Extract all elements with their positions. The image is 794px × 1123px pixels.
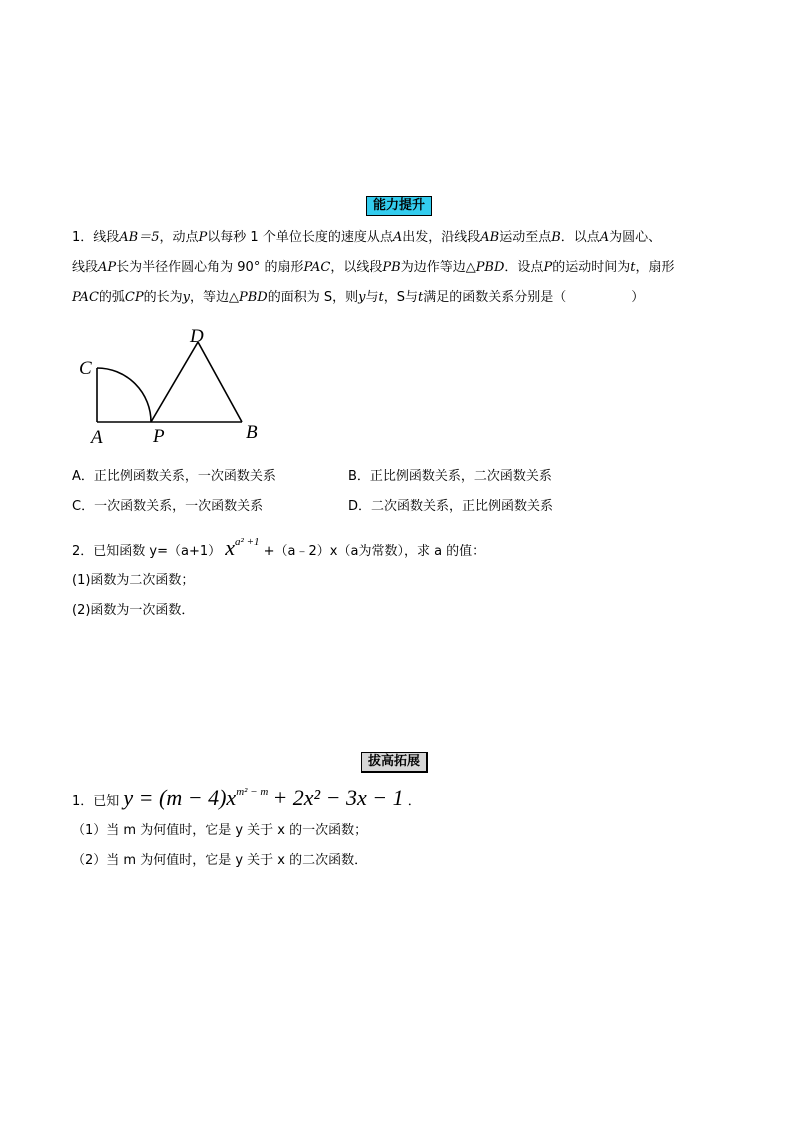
q3-line xyxy=(72,784,421,816)
option-c: C．一次函数关系，一次函数关系 xyxy=(72,499,264,514)
label-d: D xyxy=(190,326,204,347)
text: 为圆心、 xyxy=(609,230,662,245)
text: 与 xyxy=(365,290,379,305)
math-ap: AP xyxy=(98,260,117,275)
text: 的长为 xyxy=(143,290,183,305)
math-a: A xyxy=(599,230,610,245)
text: ，S与 xyxy=(383,290,418,305)
text: ，以线段 xyxy=(330,260,383,275)
text: 2．已知函数 y=（a+1） xyxy=(72,544,222,559)
math-pac: PAC xyxy=(303,260,331,275)
text: 以每秒 1 个单位长度的速度从点 xyxy=(207,230,393,245)
exponent: m² − m xyxy=(236,786,269,798)
math-pbd: PBD xyxy=(475,260,505,275)
q2-part-1: (1)函数为二次函数； xyxy=(72,573,195,588)
math-a: A xyxy=(392,230,403,245)
text: ． xyxy=(407,794,421,809)
text: 出发，沿线段 xyxy=(402,230,481,245)
math-ab: AB xyxy=(480,230,500,245)
label-c: C xyxy=(79,358,92,379)
geometry-figure xyxy=(74,322,274,448)
math-pbd: PBD xyxy=(238,290,268,305)
text: ，等边△ xyxy=(189,290,239,305)
q2-part-2: (2)函数为一次函数． xyxy=(72,603,195,618)
equation-left: y = (m − 4)x xyxy=(123,785,237,810)
q1-line-1 xyxy=(72,229,661,247)
text: 1．已知 xyxy=(72,794,120,809)
label-p: P xyxy=(153,426,165,447)
text: 线段 xyxy=(93,230,120,245)
label-a: A xyxy=(91,427,103,448)
text: 的运动时间为 xyxy=(552,260,631,275)
section-title-ability: 能力提升 xyxy=(366,196,432,216)
math-cp: CP xyxy=(124,290,144,305)
q1-number: 1． xyxy=(72,230,94,245)
q3-part-1: （1）当 m 为何值时，它是 y 关于 x 的一次函数； xyxy=(72,823,368,838)
segment-pd xyxy=(151,342,198,422)
math-p: P xyxy=(198,230,208,245)
label-b: B xyxy=(246,422,258,443)
text: ．以点 xyxy=(560,230,600,245)
option-b: B．正比例函数关系，二次函数关系 xyxy=(348,469,552,484)
arc-cp xyxy=(97,368,151,422)
math-y: y xyxy=(358,290,366,305)
text: +（a﹣2）x（a为常数），求 a 的值： xyxy=(263,544,486,559)
text: ，动点 xyxy=(159,230,199,245)
q1-line-2 xyxy=(72,259,674,277)
math-t: t xyxy=(630,260,636,275)
segment-db xyxy=(198,342,242,422)
text: 为边作等边△ xyxy=(400,260,476,275)
text: ，扇形 xyxy=(635,260,675,275)
math-y: y xyxy=(182,290,190,305)
math-b: B xyxy=(551,230,561,245)
math-p: P xyxy=(543,260,553,275)
text: 的弧 xyxy=(98,290,125,305)
q1-line-3 xyxy=(72,289,644,307)
equation-right: + 2x² − 3x − 1 xyxy=(272,785,404,810)
q2-line xyxy=(72,536,485,564)
section-title-extension: 拔高拓展 xyxy=(361,752,428,773)
text: 线段 xyxy=(72,260,99,275)
text: 运动至点 xyxy=(499,230,552,245)
math-x: x xyxy=(225,535,236,560)
exponent: a² +1 xyxy=(235,536,260,548)
math-pb: PB xyxy=(382,260,401,275)
text: 满足的函数关系分别是（ ） xyxy=(423,290,645,305)
q3-part-2: （2）当 m 为何值时，它是 y 关于 x 的二次函数． xyxy=(72,853,368,868)
option-d: D．二次函数关系，正比例函数关系 xyxy=(348,499,554,514)
option-a: A．正比例函数关系，一次函数关系 xyxy=(72,469,276,484)
math-pac: PAC xyxy=(72,290,99,305)
math-t: t xyxy=(417,290,424,305)
math-t: t xyxy=(378,290,384,305)
text: 的面积为 S，则 xyxy=(267,290,359,305)
math-ab-eq: AB＝5 xyxy=(119,230,160,245)
text: ．设点 xyxy=(504,260,544,275)
text: 长为半径作圆心角为 90° 的扇形 xyxy=(116,260,304,275)
